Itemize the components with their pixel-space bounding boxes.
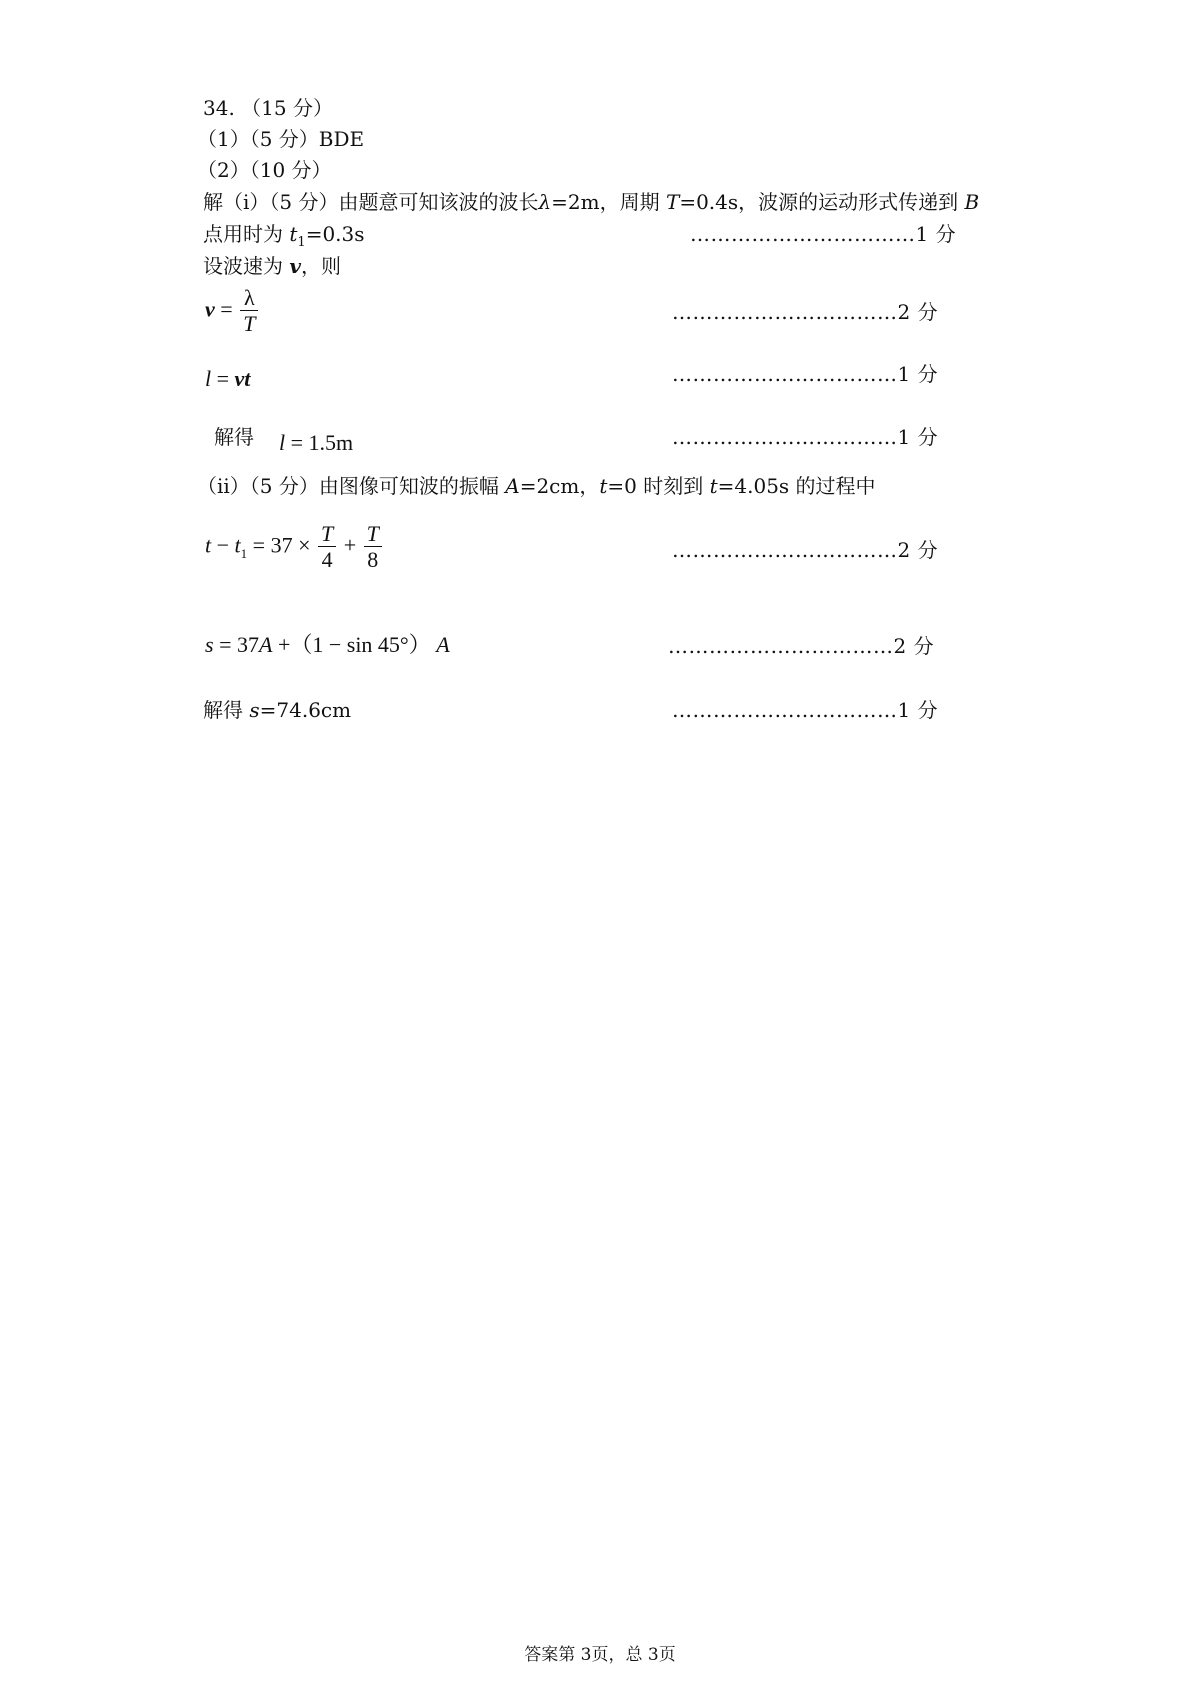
solution-i-line-3	[203, 254, 341, 278]
period-symbol: T	[665, 190, 680, 214]
score-line-3: ……………………………1 分	[672, 362, 939, 386]
text: =0.3s	[305, 222, 365, 246]
time-symbol: t	[289, 222, 298, 246]
minus: −	[211, 532, 235, 558]
text: ，则	[300, 254, 341, 278]
denominator: 8	[367, 547, 379, 572]
amplitude-symbol: A	[436, 632, 450, 657]
equation-time	[205, 522, 384, 573]
fraction	[364, 522, 382, 573]
denominator: 4	[321, 547, 333, 572]
text: （ii）（5 分）由图像可知波的振幅	[197, 474, 506, 498]
denominator: T	[243, 311, 256, 336]
result-distance	[203, 698, 351, 722]
result-length	[279, 431, 353, 455]
point-b-symbol: B	[964, 190, 980, 214]
text: =0.4s，波源的运动形式传递到	[679, 190, 965, 214]
score-line-1: ……………………………1 分	[690, 222, 957, 246]
text: = 37 ×	[247, 532, 316, 558]
score-line-7: ……………………………1 分	[672, 698, 939, 722]
fraction	[240, 286, 258, 337]
equals: =	[211, 366, 235, 391]
rhs: vt	[234, 366, 251, 391]
numerator: T	[318, 522, 336, 547]
equation-distance	[205, 633, 450, 657]
score-line-5: ……………………………2 分	[672, 538, 939, 562]
value: =74.6cm	[259, 698, 352, 722]
length-symbol: l	[279, 430, 286, 455]
part-2-header: （2）（10 分）	[197, 158, 332, 182]
text: =2m，周期	[551, 190, 666, 214]
question-header: 34. （15 分）	[203, 96, 333, 120]
label: 解得	[203, 698, 250, 722]
subscript: 1	[297, 235, 306, 250]
plus: +	[338, 532, 362, 558]
value: = 1.5m	[285, 430, 354, 455]
amplitude-symbol: A	[258, 632, 273, 657]
equals: =	[214, 296, 239, 322]
equation-result-length: 解得	[214, 425, 254, 449]
time-symbol: t	[205, 532, 212, 558]
text: 点用时为	[203, 222, 290, 246]
numerator: λ	[240, 286, 258, 311]
equation-velocity	[205, 286, 260, 337]
text: 解（i）（5 分）由题意可知该波的波长	[203, 190, 539, 214]
distance-symbol: s	[249, 698, 260, 722]
solution-ii-line-1	[197, 474, 876, 498]
numerator: T	[364, 522, 382, 547]
score-line-6: ……………………………2 分	[668, 634, 935, 658]
text: = 37	[213, 632, 259, 657]
time-symbol: t	[709, 474, 718, 498]
text: +（1 − sin 45°）	[272, 632, 437, 657]
text: =0 时刻到	[607, 474, 710, 498]
velocity-symbol: v	[205, 296, 215, 322]
lambda-symbol: λ	[538, 190, 552, 214]
score-line-2: ……………………………2 分	[672, 300, 939, 324]
distance-symbol: s	[205, 632, 214, 657]
score-line-4: ……………………………1 分	[672, 425, 939, 449]
text: =4.05s 的过程中	[717, 474, 876, 498]
amplitude-symbol: A	[505, 474, 520, 498]
velocity-symbol: v	[289, 254, 301, 278]
solution-i-line-2	[203, 222, 365, 255]
page-footer: 答案第 3页，总 3页	[524, 1645, 676, 1665]
solution-i-line-1	[203, 190, 979, 214]
part-1-answer: （1）（5 分）BDE	[197, 127, 365, 151]
time-symbol: t	[599, 474, 608, 498]
text: =2cm，	[519, 474, 600, 498]
length-symbol: l	[205, 366, 212, 391]
subscript: 1	[240, 545, 248, 561]
time-symbol: t	[234, 532, 241, 558]
equation-length	[205, 367, 250, 391]
text: 设波速为	[203, 254, 290, 278]
fraction	[318, 522, 336, 573]
